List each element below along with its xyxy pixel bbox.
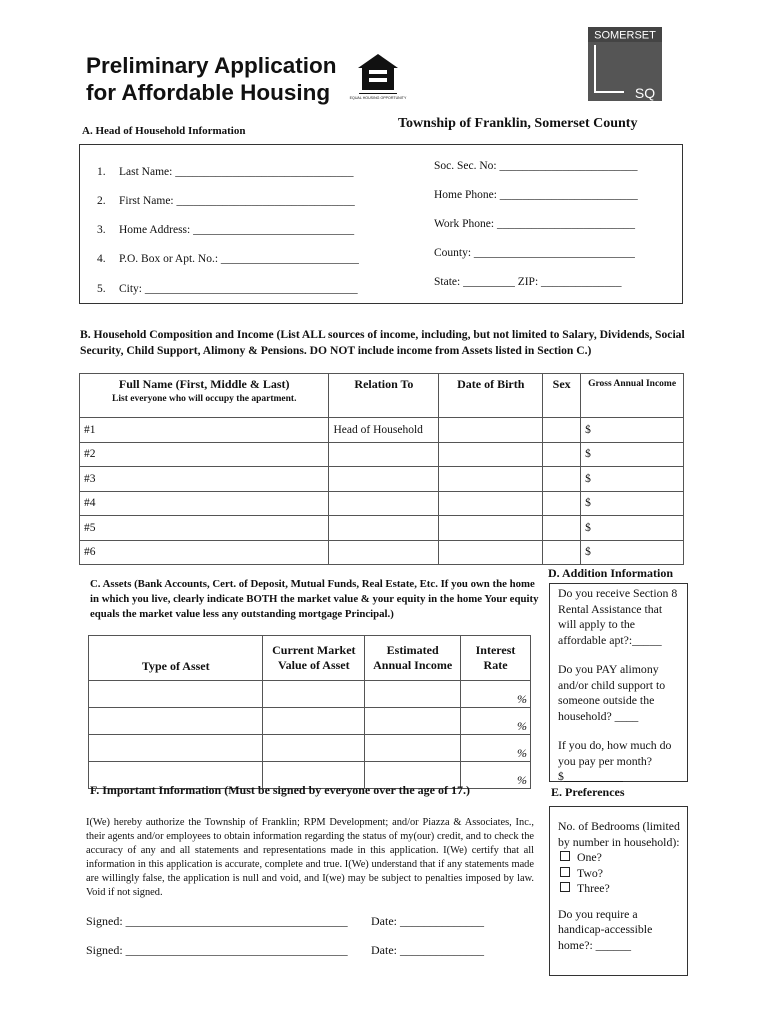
row-dob-cell[interactable] [439,467,543,492]
field-number: 2. [97,195,106,207]
asset-value-cell[interactable] [263,681,365,708]
row-relation-cell[interactable] [329,467,439,492]
county-field[interactable]: County: ____________________________ [434,247,635,259]
header-estimated-income: Estimated Annual Income [365,636,461,681]
table-row [89,708,531,735]
header-asset-type: Type of Asset [89,636,263,681]
handicap-question[interactable]: Do you require a handicap-accessible home?: ______ [558,906,653,952]
field-number: 5. [97,283,106,295]
table-row [89,735,531,762]
table-row [80,540,684,565]
row-income-cell[interactable]: $ [581,491,684,516]
table-row [89,681,531,708]
bedroom-option-three[interactable]: Three? [558,881,681,897]
section-b-title: B. Household Composition and Income (List ALL sources of income, including, but not limited to Salary, Dividends, Social Security, Child Support, Alimony & Pensions. DO NOT include income from Assets listed in Section C.) [80,328,685,357]
field-number: 4. [97,253,106,265]
asset-rate-cell[interactable]: % [461,762,531,789]
section-a-title: A. Head of Household Information [82,125,246,137]
bedroom-option-one[interactable]: One? [558,850,681,866]
ssn-field[interactable]: Soc. Sec. No: ________________________ [434,160,638,172]
header-name-sub: List everyone who will occupy the apartment. [112,394,297,404]
first-name-field[interactable] [97,195,355,207]
row-income-cell[interactable]: $ [581,467,684,492]
row-income-cell[interactable]: $ [581,516,684,541]
row-dob-cell[interactable] [439,418,543,443]
signature-line-1[interactable]: Signed: _____________________________________ [86,914,348,928]
checkbox-icon[interactable] [560,851,570,861]
row-relation-cell[interactable] [329,442,439,467]
field-number: 1. [97,166,106,178]
row-sex-cell[interactable] [543,491,581,516]
section-c-title: C. Assets (Bank Accounts, Cert. of Deposit, Mutual Funds, Real Estate, Etc. If you own the home in which you live, clearly indicate BOTH the market value & your equity in the home Your equity equals the market value less any outstanding mortgage Principal.) [90,578,539,620]
row-sex-cell[interactable] [543,467,581,492]
checkbox-icon[interactable] [560,882,570,892]
row-sex-cell[interactable] [543,418,581,443]
asset-type-cell[interactable] [89,708,263,735]
row-sex-cell[interactable] [543,540,581,565]
row-relation-cell[interactable] [329,540,439,565]
header-full-name: Full Name (First, Middle & Last) List everyone who will occupy the apartment. [80,374,329,418]
checkbox-icon[interactable] [560,867,570,877]
table-row [80,442,684,467]
asset-value-cell[interactable] [263,735,365,762]
home-address-field[interactable] [97,224,354,236]
section8-question[interactable]: Do you receive Section 8 Rental Assistance that will apply to the affordable apt?:_____ [558,586,678,647]
section-d-box [549,583,688,782]
state-zip-field[interactable]: State: _________ ZIP: ______________ [434,276,622,288]
row-name-cell[interactable]: #3 [80,467,329,492]
equal-housing-logo [349,52,407,104]
city-field[interactable] [97,283,358,295]
header-sex: Sex [543,374,581,418]
asset-rate-cell[interactable]: % [461,708,531,735]
asset-value-cell[interactable] [263,708,365,735]
table-row [80,418,684,443]
equal-housing-icon [349,52,407,104]
asset-type-cell[interactable] [89,681,263,708]
header-income: Gross Annual Income [581,374,684,418]
row-dob-cell[interactable] [439,540,543,565]
title-line-1: Preliminary Application [86,53,337,78]
authorization-paragraph: I(We) hereby authorize the Township of Franklin; RPM Development; and/or Piazza & Associates, Inc., their agents and/or employees to obtain information regarding the status of my(our) credit, and to check the accuracy of any and all statements and representations made in this application. I(We) certify that all information in this application is accurate, complete and true. I(We) understand that if any statements made are willingly false, the application is null and void, and I(we) may be subject to penalties imposed by law. Void if not signed. [86,817,534,898]
row-income-cell[interactable]: $ [581,540,684,565]
assets-header-row [89,636,531,681]
table-row [80,516,684,541]
field-label: Home Address: ____________________________ [119,224,355,236]
field-label: Last Name: _______________________________ [119,166,354,178]
last-name-field[interactable] [97,166,353,178]
row-relation-cell[interactable]: Head of Household [329,418,439,443]
home-phone-field[interactable]: Home Phone: ________________________ [434,189,638,201]
alimony-question[interactable]: Do you PAY alimony and/or child support to someone outside the household? ____ [558,662,666,723]
signature-line-2[interactable]: Signed: _____________________________________ [86,943,348,957]
header-dob: Date of Birth [439,374,543,418]
row-name-cell[interactable]: #5 [80,516,329,541]
page-title [86,52,336,106]
po-box-field[interactable] [97,253,359,265]
date-line-2[interactable]: Date: ______________ [371,943,484,957]
township-label: Township of Franklin, Somerset County [398,116,638,131]
field-label: P.O. Box or Apt. No.: ________________________ [119,253,359,265]
somerset-sq-logo [588,27,662,101]
household-header-row [80,374,684,418]
table-row [80,491,684,516]
row-sex-cell[interactable] [543,516,581,541]
row-sex-cell[interactable] [543,442,581,467]
row-dob-cell[interactable] [439,442,543,467]
asset-rate-cell[interactable]: % [461,735,531,762]
section-f-title: F. Important Information (Must be signed by everyone over the age of 17.) [90,783,470,797]
row-income-cell[interactable]: $ [581,418,684,443]
table-row [80,467,684,492]
household-table [79,373,684,565]
field-number: 3. [97,224,106,236]
field-label: City: _____________________________________ [119,283,358,295]
row-name-cell[interactable]: #6 [80,540,329,565]
alimony-amount-field[interactable]: $__________ [558,769,623,783]
bedrooms-label: No. of Bedrooms (limited by number in household): [558,819,680,849]
asset-income-cell[interactable] [365,735,461,762]
field-label: First Name: _______________________________ [119,195,355,207]
section-e-title: E. Preferences [551,785,625,799]
header-market-value: Current Market Value of Asset [263,636,365,681]
header-interest-rate: Interest Rate [461,636,531,681]
row-relation-cell[interactable] [329,516,439,541]
logo-bottom-text: SQ [634,85,656,101]
title-line-2: for Affordable Housing [86,80,331,105]
alimony-amount-question: If you do, how much do you pay per month? [558,738,672,768]
asset-income-cell[interactable] [365,681,461,708]
work-phone-field[interactable]: Work Phone: ________________________ [434,218,635,230]
header-relation: Relation To [329,374,439,418]
section-e-box [549,806,688,976]
bedroom-option-two[interactable]: Two? [558,866,681,882]
asset-income-cell[interactable] [365,708,461,735]
row-income-cell[interactable]: $ [581,442,684,467]
section-d-title: D. Addition Information [548,566,674,580]
row-name-cell[interactable]: #4 [80,491,329,516]
row-relation-cell[interactable] [329,491,439,516]
row-name-cell[interactable]: #1 [80,418,329,443]
assets-table [88,635,531,789]
eho-text: EQUAL HOUSING OPPORTUNITY [349,96,407,100]
row-name-cell[interactable]: #2 [80,442,329,467]
row-dob-cell[interactable] [439,491,543,516]
row-dob-cell[interactable] [439,516,543,541]
asset-rate-cell[interactable]: % [461,681,531,708]
asset-type-cell[interactable] [89,735,263,762]
logo-top-text: SOMERSET [594,29,656,42]
date-line-1[interactable]: Date: ______________ [371,914,484,928]
